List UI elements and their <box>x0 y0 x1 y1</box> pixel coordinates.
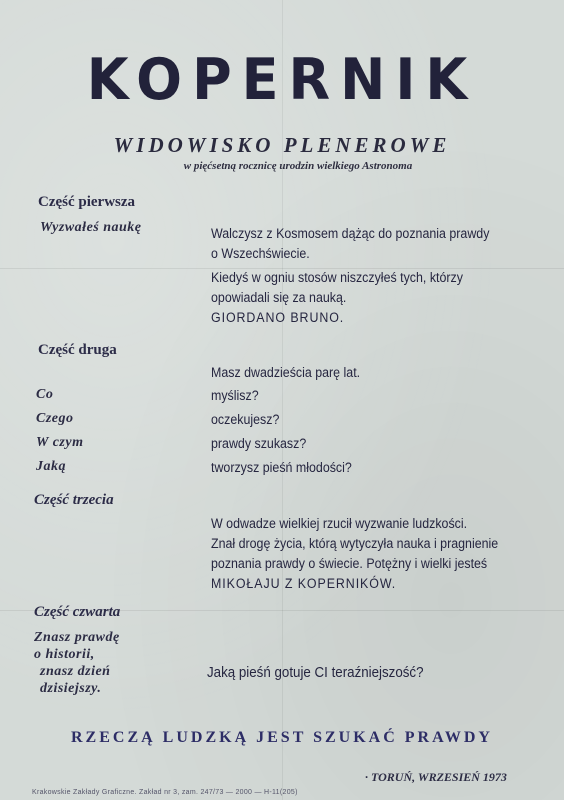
part4-text: Jaką pieśń gotuje CI teraźniejszość? <box>207 665 424 681</box>
part2-label-jaka: Jaką <box>36 459 66 474</box>
poster-title: KOPERNIK <box>86 46 478 113</box>
giordano-bruno: GIORDANO BRUNO. <box>211 310 345 325</box>
part2-text-w-czym: prawdy szukasz? <box>211 436 307 451</box>
part1-line: Walczysz z Kosmosem dążąc do poznania prawdy <box>211 226 490 241</box>
poster-subtitle: WIDOWISKO PLENEROWE <box>113 133 451 157</box>
part1-label: Wyzwałeś naukę <box>40 220 142 235</box>
part4-heading: Część czwarta <box>34 604 121 620</box>
part2-label-czego: Czego <box>36 411 74 426</box>
part3-line: poznania prawdy o świecie. Potężny i wielki jesteś <box>211 556 488 571</box>
dedication-line: w pięćsetną rocznicę urodzin wielkiego Astronoma <box>183 160 413 172</box>
part2-text-co: myślisz? <box>211 388 259 403</box>
part2-text-jaka: tworzysz pieśń młodości? <box>211 460 352 475</box>
part2-text-czego: oczekujesz? <box>211 412 280 427</box>
part2-label-co: Co <box>36 387 54 402</box>
place-date: · TORUŃ, WRZESIEŃ 1973 <box>365 770 507 784</box>
part4-label-line: o historii, <box>34 647 95 662</box>
motto: RZECZĄ LUDZKĄ JEST SZUKAĆ PRAWDY <box>71 729 493 746</box>
part2-label-w-czym: W czym <box>36 435 84 450</box>
part3-line: W odwadze wielkiej rzucił wyzwanie ludzkości. <box>211 516 468 531</box>
part4-label-line: Znasz prawdę <box>34 630 120 645</box>
part3-text <box>211 514 498 594</box>
part4-label-line: znasz dzień <box>40 664 111 679</box>
part1-text <box>211 224 489 328</box>
part1-heading: Część pierwsza <box>38 194 136 210</box>
part4-label <box>34 629 120 697</box>
part1-line: opowiadali się za nauką. <box>211 290 347 305</box>
part3-line: Znał drogę życia, którą wytyczyła nauka i pragnienie <box>211 536 499 551</box>
part2-intro: Masz dwadzieścia parę lat. <box>211 365 361 380</box>
printer-imprint: Krakowskie Zakłady Graficzne. Zakład nr 3, zam. 247/73 — 2000 — H-11(205) <box>32 789 298 796</box>
part2-heading: Część druga <box>38 342 117 358</box>
part4-label-line: dzisiejszy. <box>40 681 102 696</box>
part1-line: Kiedyś w ogniu stosów niszczyłeś tych, którzy <box>211 270 463 285</box>
part1-line: o Wszechświecie. <box>211 246 310 261</box>
mikolaju-z-kopernikow: MIKOŁAJU Z KOPERNIKÓW. <box>211 576 397 591</box>
part3-heading: Część trzecia <box>34 492 114 508</box>
